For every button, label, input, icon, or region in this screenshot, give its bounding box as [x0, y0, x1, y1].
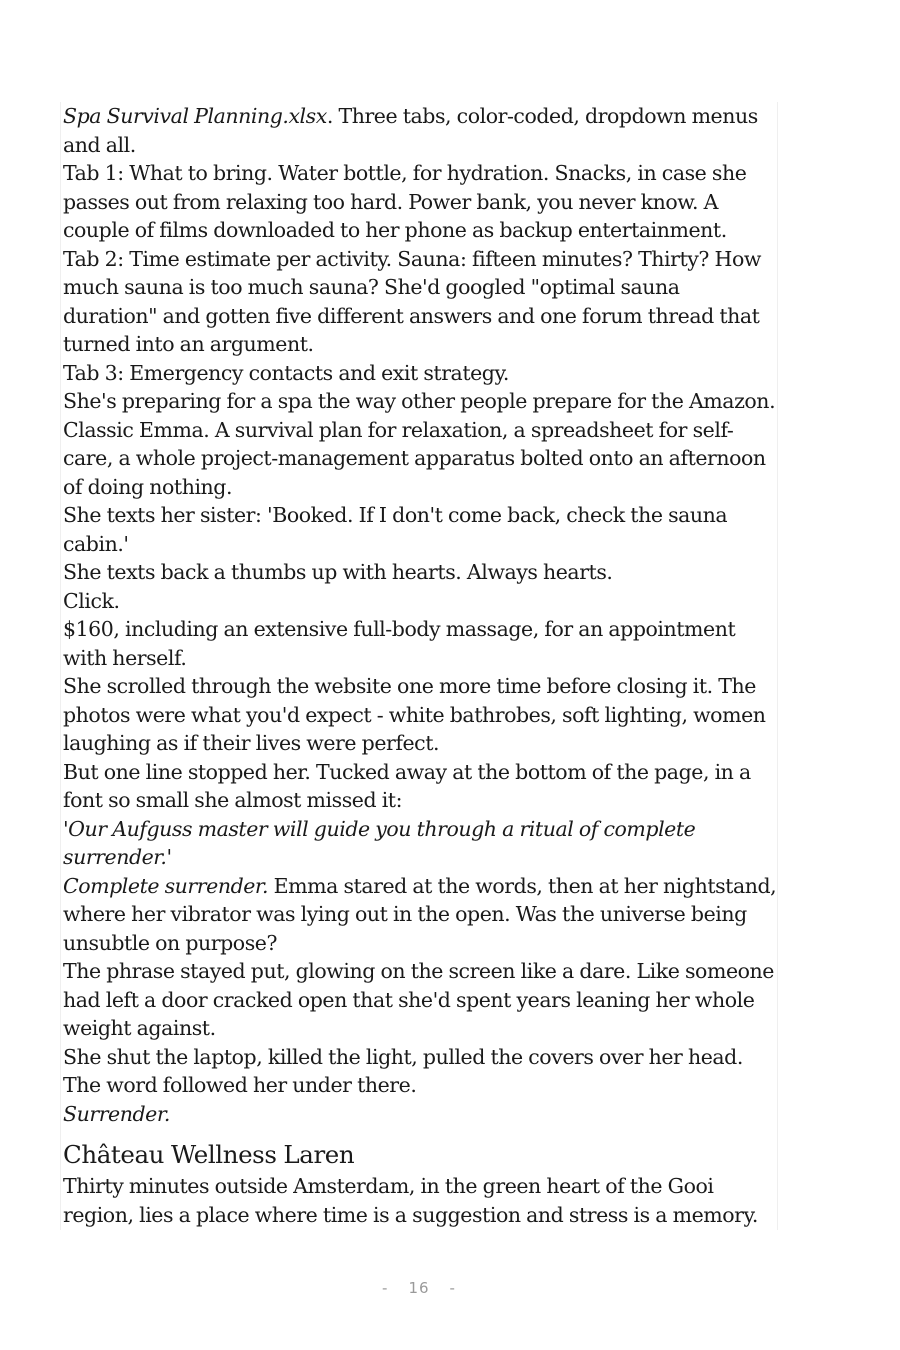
- paragraph: She's preparing for a spa the way other people prepare for the Amazon. Classic Emma. A survival plan for relaxation, a spreadsheet for self-care, a whole project-management apparatus bolted onto an afternoon of doing nothing.: [63, 389, 776, 499]
- paragraph: She texts back a thumbs up with hearts. Always hearts.: [63, 560, 613, 584]
- italic-text: Spa Survival Planning.xlsx: [63, 104, 327, 128]
- paragraph: The phrase stayed put, glowing on the screen like a dare. Like someone had left a door cracked open that she'd spent years leaning her whole weight against.: [63, 959, 774, 1040]
- paragraph: She shut the laptop, killed the light, pulled the covers over her head.: [63, 1044, 743, 1069]
- paragraph: [63, 102, 779, 159]
- paragraph-text: Emma stared at the words, then at her nightstand, where her vibrator was lying out in the open. Was the universe being unsubtle on purpose?: [63, 873, 777, 955]
- paragraph: She scrolled through the website one more time before closing it. The photos were what you'd expect - white bathrobes, soft lighting, women laughing as if their lives were perfect.: [63, 674, 766, 755]
- paragraph: The word followed her under there.: [63, 1073, 417, 1097]
- paragraph: But one line stopped her. Tucked away at the bottom of the page, in a font so small she almost missed it:: [63, 759, 751, 812]
- page-number-value: 16: [408, 1279, 430, 1297]
- italic-quote: 'Our Aufguss master will guide you through a ritual of complete surrender.': [63, 816, 696, 869]
- paragraph: She texts her sister: 'Booked. If I don't come back, check the sauna cabin.': [63, 503, 728, 556]
- paragraph: Click.: [63, 588, 120, 613]
- italic-text: Complete surrender.: [63, 873, 269, 898]
- paragraph: Tab 2: Time estimate per activity. Sauna: fifteen minutes? Thirty? How much sauna is too much sauna? She'd googled "optimal sauna duration" and gotten five different answers and one forum thread that turned into an argument.: [63, 246, 761, 356]
- text-column: [63, 102, 779, 1229]
- paragraph-text: . Three tabs, color-coded, dropdown menus and all.: [63, 104, 758, 157]
- page-body: [60, 102, 778, 1230]
- section-paragraph: Thirty minutes outside Amsterdam, in the green heart of the Gooi region, lies a place where time is a suggestion and stress is a memory.: [63, 1174, 758, 1227]
- paragraph: $160, including an extensive full-body massage, for an appointment with herself.: [63, 617, 736, 670]
- page-number: [0, 1279, 838, 1297]
- paragraph: Tab 1: What to bring. Water bottle, for hydration. Snacks, in case she passes out from relaxing too hard. Power bank, you never know. A couple of films downloaded to her phone as backup entertainment.: [63, 161, 747, 242]
- paragraph: [63, 872, 779, 958]
- page-number-dash-left: -: [382, 1279, 389, 1297]
- italic-word: Surrender.: [63, 1101, 170, 1126]
- page-number-dash-right: -: [449, 1279, 456, 1297]
- paragraph: Tab 3: Emergency contacts and exit strategy.: [63, 360, 509, 385]
- section-heading: Château Wellness Laren: [63, 1140, 355, 1169]
